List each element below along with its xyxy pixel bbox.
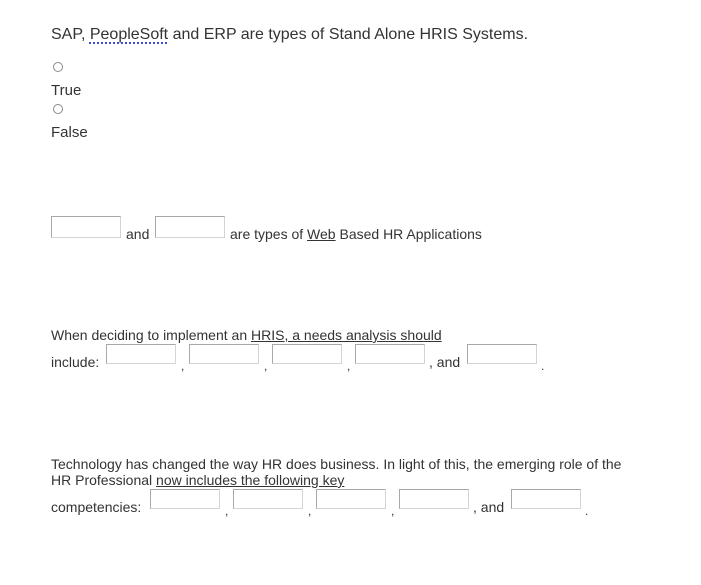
q3-blank-2[interactable] <box>189 344 259 364</box>
q3-blank-5[interactable] <box>467 344 537 364</box>
q3-and-text: , and <box>429 354 461 370</box>
q3-line1 <box>51 327 442 343</box>
q4-blank-3[interactable] <box>316 489 386 509</box>
option-false-label: False <box>51 124 88 141</box>
q1-suffix: and ERP are types of Stand Alone HRIS Systems. <box>168 26 529 43</box>
q1-prefix: SAP, <box>51 26 90 43</box>
q4-line3: competencies: <box>51 499 142 515</box>
q4-blank-2[interactable] <box>233 489 303 509</box>
q1-peoplesoft: PeopleSoft <box>89 26 169 43</box>
q4-comma-2: , <box>308 504 312 518</box>
q4-blank-5[interactable] <box>511 489 581 509</box>
q2-tail-before: are types of <box>230 226 308 242</box>
q4-period: . <box>585 504 589 518</box>
radio-false[interactable] <box>53 104 63 114</box>
q3-line2: include: <box>51 354 100 370</box>
q4-comma-3: , <box>391 504 395 518</box>
q3-comma-2: , <box>264 359 268 373</box>
q4-line1: Technology has changed the way HR does business. In light of this, the emerging role of the <box>51 456 622 472</box>
q3-comma-3: , <box>347 359 351 373</box>
q3-line1-pre: When deciding to implement an <box>51 327 251 343</box>
q2-tail-after: Based HR Applications <box>335 226 482 242</box>
q2-web-link[interactable]: Web <box>307 226 336 242</box>
option-true-label: True <box>51 82 82 99</box>
q3-blank-1[interactable] <box>106 344 176 364</box>
q4-line2 <box>51 472 344 488</box>
q4-blank-1[interactable] <box>150 489 220 509</box>
q4-line2-pre: HR Professional <box>51 472 157 488</box>
q2-tail-text <box>230 226 482 242</box>
q2-and-text: and <box>126 226 150 242</box>
q4-line2-underlined: now includes the following key <box>156 472 345 488</box>
q3-comma-1: , <box>181 359 185 373</box>
q3-blank-4[interactable] <box>355 344 425 364</box>
q2-blank-2[interactable] <box>155 216 225 238</box>
q3-period: . <box>541 359 545 373</box>
radio-true[interactable] <box>53 62 63 72</box>
q3-line1-underlined: HRIS, a needs analysis should <box>251 327 442 343</box>
q2-blank-1[interactable] <box>51 216 121 238</box>
q3-blank-3[interactable] <box>272 344 342 364</box>
q4-blank-4[interactable] <box>399 489 469 509</box>
q4-comma-1: , <box>225 504 229 518</box>
question-1-text <box>51 26 528 44</box>
q4-and-text: , and <box>473 499 505 515</box>
